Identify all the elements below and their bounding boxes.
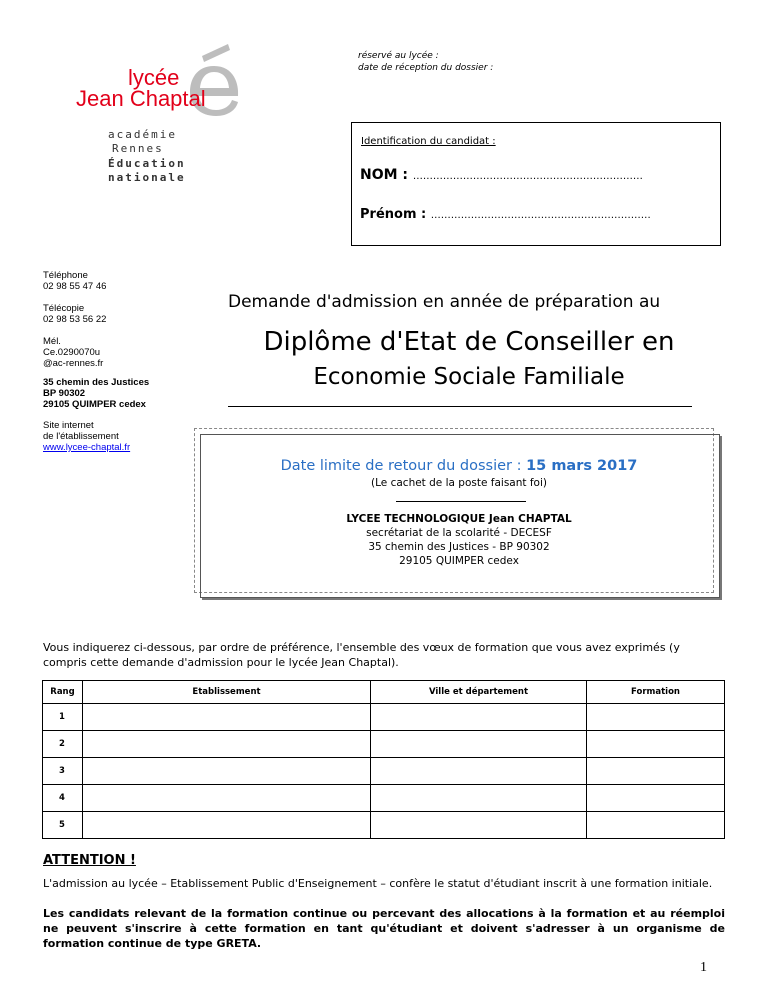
logo-school-name: Jean Chaptal (76, 86, 206, 111)
phone-label: Téléphone (43, 270, 88, 281)
etablissement-cell[interactable] (83, 758, 371, 785)
ville-cell[interactable] (371, 785, 587, 812)
table-row (43, 704, 725, 731)
postmark-note: (Le cachet de la poste faisant foi) (371, 477, 547, 489)
logo-lycee-text: lycée (128, 65, 180, 90)
formation-cell[interactable] (587, 812, 725, 839)
prenom-field[interactable] (360, 207, 651, 222)
mail-label: Mél. (43, 336, 61, 347)
nom-dots: …………………………………………………………… (412, 171, 643, 182)
website-link[interactable]: www.lycee-chaptal.fr (43, 442, 131, 453)
title-line-2: Diplôme d'Etat de Conseiller en (263, 327, 675, 357)
table-row (43, 785, 725, 812)
fax-label: Télécopie (43, 303, 85, 314)
identification-title: Identification du candidat : (361, 136, 496, 147)
deadline-date: 15 mars 2017 (526, 458, 638, 474)
nom-label: NOM : (360, 167, 409, 183)
deadline-divider (396, 501, 526, 502)
rank-cell: 1 (43, 704, 83, 731)
address-line-2: BP 90302 (43, 388, 86, 399)
etablissement-cell[interactable] (83, 704, 371, 731)
header-rang: Rang (43, 681, 83, 704)
formation-cell[interactable] (587, 704, 725, 731)
reserved-line-2: date de réception du dossier : (358, 63, 494, 73)
phone-number: 02 98 55 47 46 (43, 281, 107, 292)
deadline-address-2: secrétariat de la scolarité - DECESF (366, 527, 552, 539)
title-line-1: Demande d'admission en année de préparation au (228, 292, 661, 312)
website-label-2: de l'établissement (43, 431, 119, 442)
etablissement-cell[interactable] (83, 785, 371, 812)
formation-cell[interactable] (587, 785, 725, 812)
ville-cell[interactable] (371, 812, 587, 839)
mail-line-1: Ce.0290070u (43, 347, 101, 358)
table-row (43, 812, 725, 839)
reserved-note (358, 50, 493, 74)
formation-cell[interactable] (587, 731, 725, 758)
title-divider (228, 406, 692, 407)
prenom-dots: ………………………………………………………… (430, 210, 651, 221)
reserved-line-1: réservé au lycée : (358, 51, 439, 61)
header-etablissement: Etablissement (83, 681, 371, 704)
mail-line-2: @ac-rennes.fr (43, 358, 104, 369)
deadline-line (200, 458, 718, 474)
contact-phone (43, 270, 106, 292)
formation-cell[interactable] (587, 758, 725, 785)
fax-number: 02 98 53 56 22 (43, 314, 107, 325)
header-formation: Formation (587, 681, 725, 704)
ville-cell[interactable] (371, 704, 587, 731)
prenom-label: Prénom : (360, 207, 427, 222)
rank-cell: 2 (43, 731, 83, 758)
address-line-1: 35 chemin des Justices (43, 377, 150, 388)
ville-cell[interactable] (371, 758, 587, 785)
attention-paragraph-1: L'admission au lycée – Etablissement Public d'Enseignement – confère le statut d'étudiant inscrit à une formation initiale. (43, 877, 713, 890)
etablissement-cell[interactable] (83, 731, 371, 758)
contact-website (43, 420, 130, 453)
table-row (43, 758, 725, 785)
contact-fax (43, 303, 106, 325)
rank-cell: 5 (43, 812, 83, 839)
deadline-address-4: 29105 QUIMPER cedex (399, 555, 519, 567)
nom-field[interactable] (360, 167, 643, 183)
table-row (43, 731, 725, 758)
header-ville: Ville et département (371, 681, 587, 704)
rank-cell: 3 (43, 758, 83, 785)
deadline-label: Date limite de retour du dossier : (280, 458, 527, 474)
attention-title: ATTENTION ! (43, 853, 136, 868)
logo-education: Éducation (108, 157, 186, 170)
deadline-address-3: 35 chemin des Justices - BP 90302 (368, 541, 550, 553)
logo-academie-city: Rennes (112, 142, 164, 155)
logo-nationale: nationale (108, 171, 186, 184)
ville-cell[interactable] (371, 731, 587, 758)
title-line-3: Economie Sociale Familiale (313, 364, 625, 390)
intro-paragraph: Vous indiquerez ci-dessous, par ordre de préférence, l'ensemble des vœux de formation que vous avez exprimés (y compris cette demande d'admission pour le lycée Jean Chaptal). (43, 641, 680, 669)
attention-paragraph-2: Les candidats relevant de la formation continue ou percevant des allocations à la formation et au réemploi ne peuvent s'inscrire à cette formation en tant qu'étudiant et doivent s'adresser à un organisme de formation continue de type GRETA. (43, 907, 725, 950)
rank-cell: 4 (43, 785, 83, 812)
etablissement-cell[interactable] (83, 812, 371, 839)
logo-academie: académie (108, 128, 177, 141)
wishes-table (42, 680, 725, 839)
page-number: 1 (700, 960, 707, 975)
table-header-row (43, 681, 725, 704)
deadline-address-1: LYCEE TECHNOLOGIQUE Jean CHAPTAL (346, 513, 572, 525)
website-label-1: Site internet (43, 420, 94, 431)
address-line-3: 29105 QUIMPER cedex (43, 399, 146, 410)
